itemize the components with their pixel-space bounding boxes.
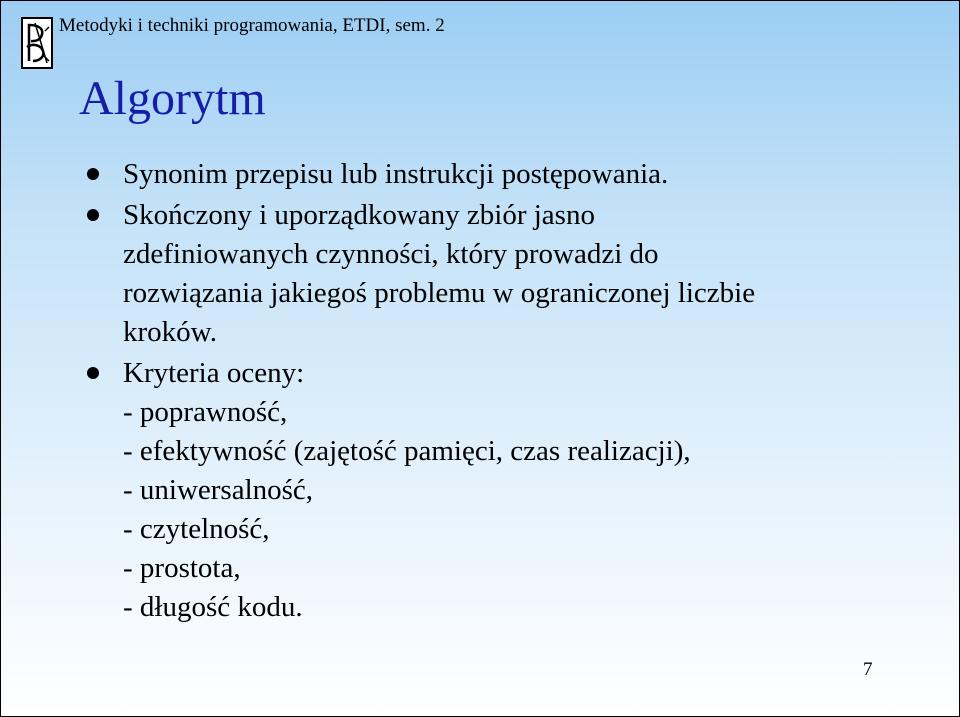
bullet-text-line: Skończony i uporządkowany zbiór jasno xyxy=(123,199,595,231)
institution-logo-icon xyxy=(21,17,53,69)
bullet-text-line: rozwiązania jakiegoś problemu w ograniczonej liczbie xyxy=(123,277,756,309)
criteria-item: - długość kodu. xyxy=(123,591,303,623)
bullet-text-line: kroków. xyxy=(123,316,217,348)
bullet-item-synonym xyxy=(1,155,959,194)
criteria-item: - efektywność (zajętość pamięci, czas realizacji), xyxy=(123,435,691,467)
bullet-text-line: Synonim przepisu lub instrukcji postępowania. xyxy=(123,158,669,190)
bullet-list xyxy=(1,155,959,629)
bullet-text-line: Kryteria oceny: xyxy=(123,357,305,389)
bullet-icon xyxy=(87,367,99,379)
criteria-item: - uniwersalność, xyxy=(123,474,314,506)
bullet-item-criteria xyxy=(1,354,959,627)
criteria-item: - poprawność, xyxy=(123,396,288,428)
criteria-item: - czytelność, xyxy=(123,513,270,545)
bullet-icon xyxy=(87,168,99,180)
bullet-text-line: zdefiniowanych czynności, który prowadzi do xyxy=(123,238,659,270)
bullet-item-definition xyxy=(1,196,959,352)
course-header: Metodyki i techniki programowania, ETDI, sem. 2 xyxy=(59,15,445,36)
criteria-item: - prostota, xyxy=(123,552,241,584)
slide-title: Algorytm xyxy=(79,72,266,125)
bullet-icon xyxy=(87,209,99,221)
page-number: 7 xyxy=(863,659,873,680)
